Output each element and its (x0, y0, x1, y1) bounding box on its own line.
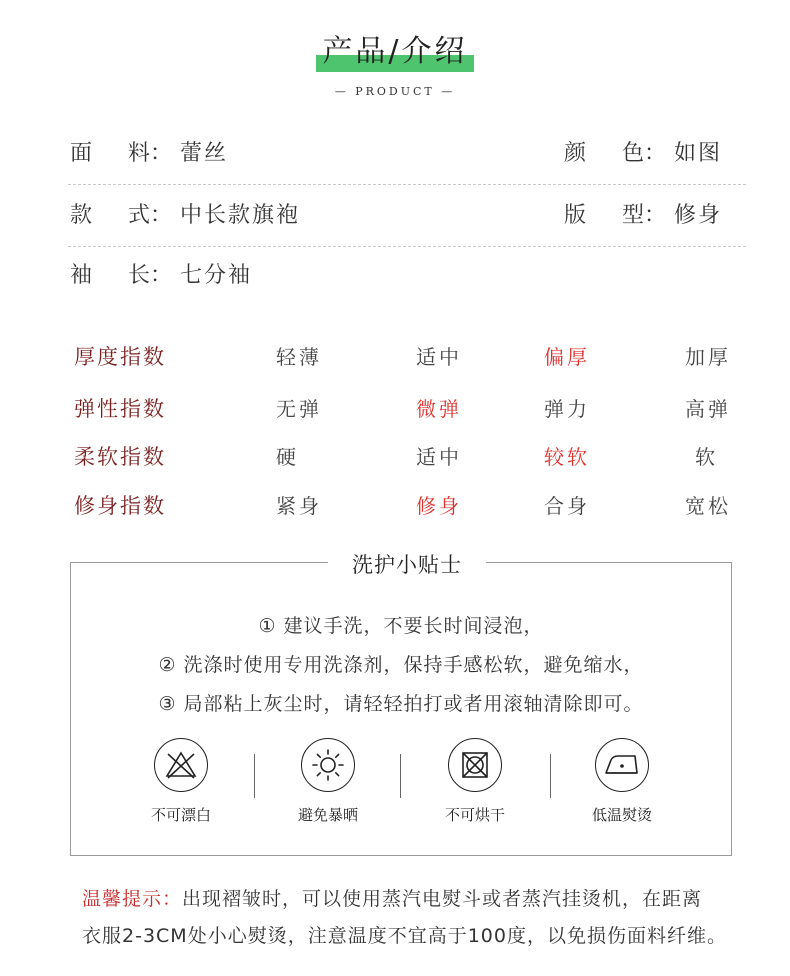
care-icon-label: 避免暴晒 (297, 806, 358, 824)
elasticity-index-row (74, 389, 754, 429)
style-value: 中长款旗袍 (180, 203, 301, 228)
index-option: 加厚 (685, 345, 731, 369)
sleeve-field: 袖 长： 七分袖 (70, 263, 253, 288)
care-tip-1: ① 建议手洗，不要长时间浸泡， (258, 615, 544, 637)
low-iron-icon (595, 738, 649, 792)
index-option: 无弹 (276, 397, 322, 421)
care-item-low-iron (562, 738, 682, 825)
care-tip-2: ② 洗涤时使用专用洗涤剂，保持手感松软，避免缩水， (158, 654, 644, 676)
index-option: 修身 (416, 494, 462, 518)
info-row-2 (68, 186, 746, 247)
care-tip-3: ③ 局部粘上灰尘时，请轻轻拍打或者用滚轴清除即可。 (158, 693, 644, 715)
fabric-field: 面 料： 蕾丝 (70, 141, 229, 166)
care-tips-title: 洗护小贴士 (328, 549, 486, 579)
index-option: 微弹 (416, 397, 462, 421)
index-label: 厚度指数 (74, 345, 166, 369)
index-option: 软 (695, 445, 718, 469)
index-option: 合身 (544, 494, 590, 518)
icon-divider (400, 754, 401, 798)
care-icon-label: 不可烘干 (444, 806, 505, 824)
index-option: 适中 (416, 345, 462, 369)
slimness-index-row (74, 486, 754, 526)
section-header (0, 30, 790, 74)
thickness-index-row (74, 337, 754, 377)
care-item-no-tumble-dry (415, 738, 535, 825)
color-value: 如图 (674, 141, 723, 166)
warm-notice-line-1: 温馨提示：出现褶皱时，可以使用蒸汽电熨斗或者蒸汽挂烫机，在距离 (82, 888, 703, 910)
index-option: 硬 (276, 445, 299, 469)
softness-index-row (74, 437, 754, 477)
sleeve-value: 七分袖 (180, 263, 253, 288)
icon-divider (550, 754, 551, 798)
index-option: 紧身 (276, 494, 322, 518)
info-row-1 (68, 124, 746, 185)
care-icon-label: 低温熨烫 (591, 806, 652, 824)
index-label: 修身指数 (74, 494, 166, 518)
fit-field: 版 型： 修身 (564, 203, 723, 228)
index-option: 适中 (416, 445, 462, 469)
warm-notice-label: 温馨提示： (82, 888, 183, 910)
page-subtitle: — PRODUCT — (334, 85, 456, 98)
warm-notice-line-2: 衣服2-3CM处小心熨烫，注意温度不宜高于100度，以免损伤面料纤维。 (82, 925, 727, 947)
page-title: 产品/介绍 (318, 30, 471, 74)
icon-divider (254, 754, 255, 798)
index-option: 弹力 (544, 397, 590, 421)
index-option: 偏厚 (544, 345, 590, 369)
care-item-no-bleach (121, 738, 241, 825)
care-icon-label: 不可漂白 (150, 806, 211, 824)
info-row-3 (68, 246, 746, 306)
care-item-no-sun (268, 738, 388, 825)
no-sun-icon (301, 738, 355, 792)
index-label: 弹性指数 (74, 397, 166, 421)
warm-notice (82, 881, 742, 955)
index-option: 高弹 (685, 397, 731, 421)
no-bleach-icon (154, 738, 208, 792)
color-field: 颜 色： 如图 (564, 141, 723, 166)
index-option: 宽松 (685, 494, 731, 518)
index-label: 柔软指数 (74, 445, 166, 469)
index-option: 较软 (544, 445, 590, 469)
style-field: 款 式： 中长款旗袍 (70, 203, 301, 228)
no-tumble-dry-icon (448, 738, 502, 792)
fabric-value: 蕾丝 (180, 141, 229, 166)
fit-value: 修身 (674, 203, 723, 228)
index-option: 轻薄 (276, 345, 322, 369)
